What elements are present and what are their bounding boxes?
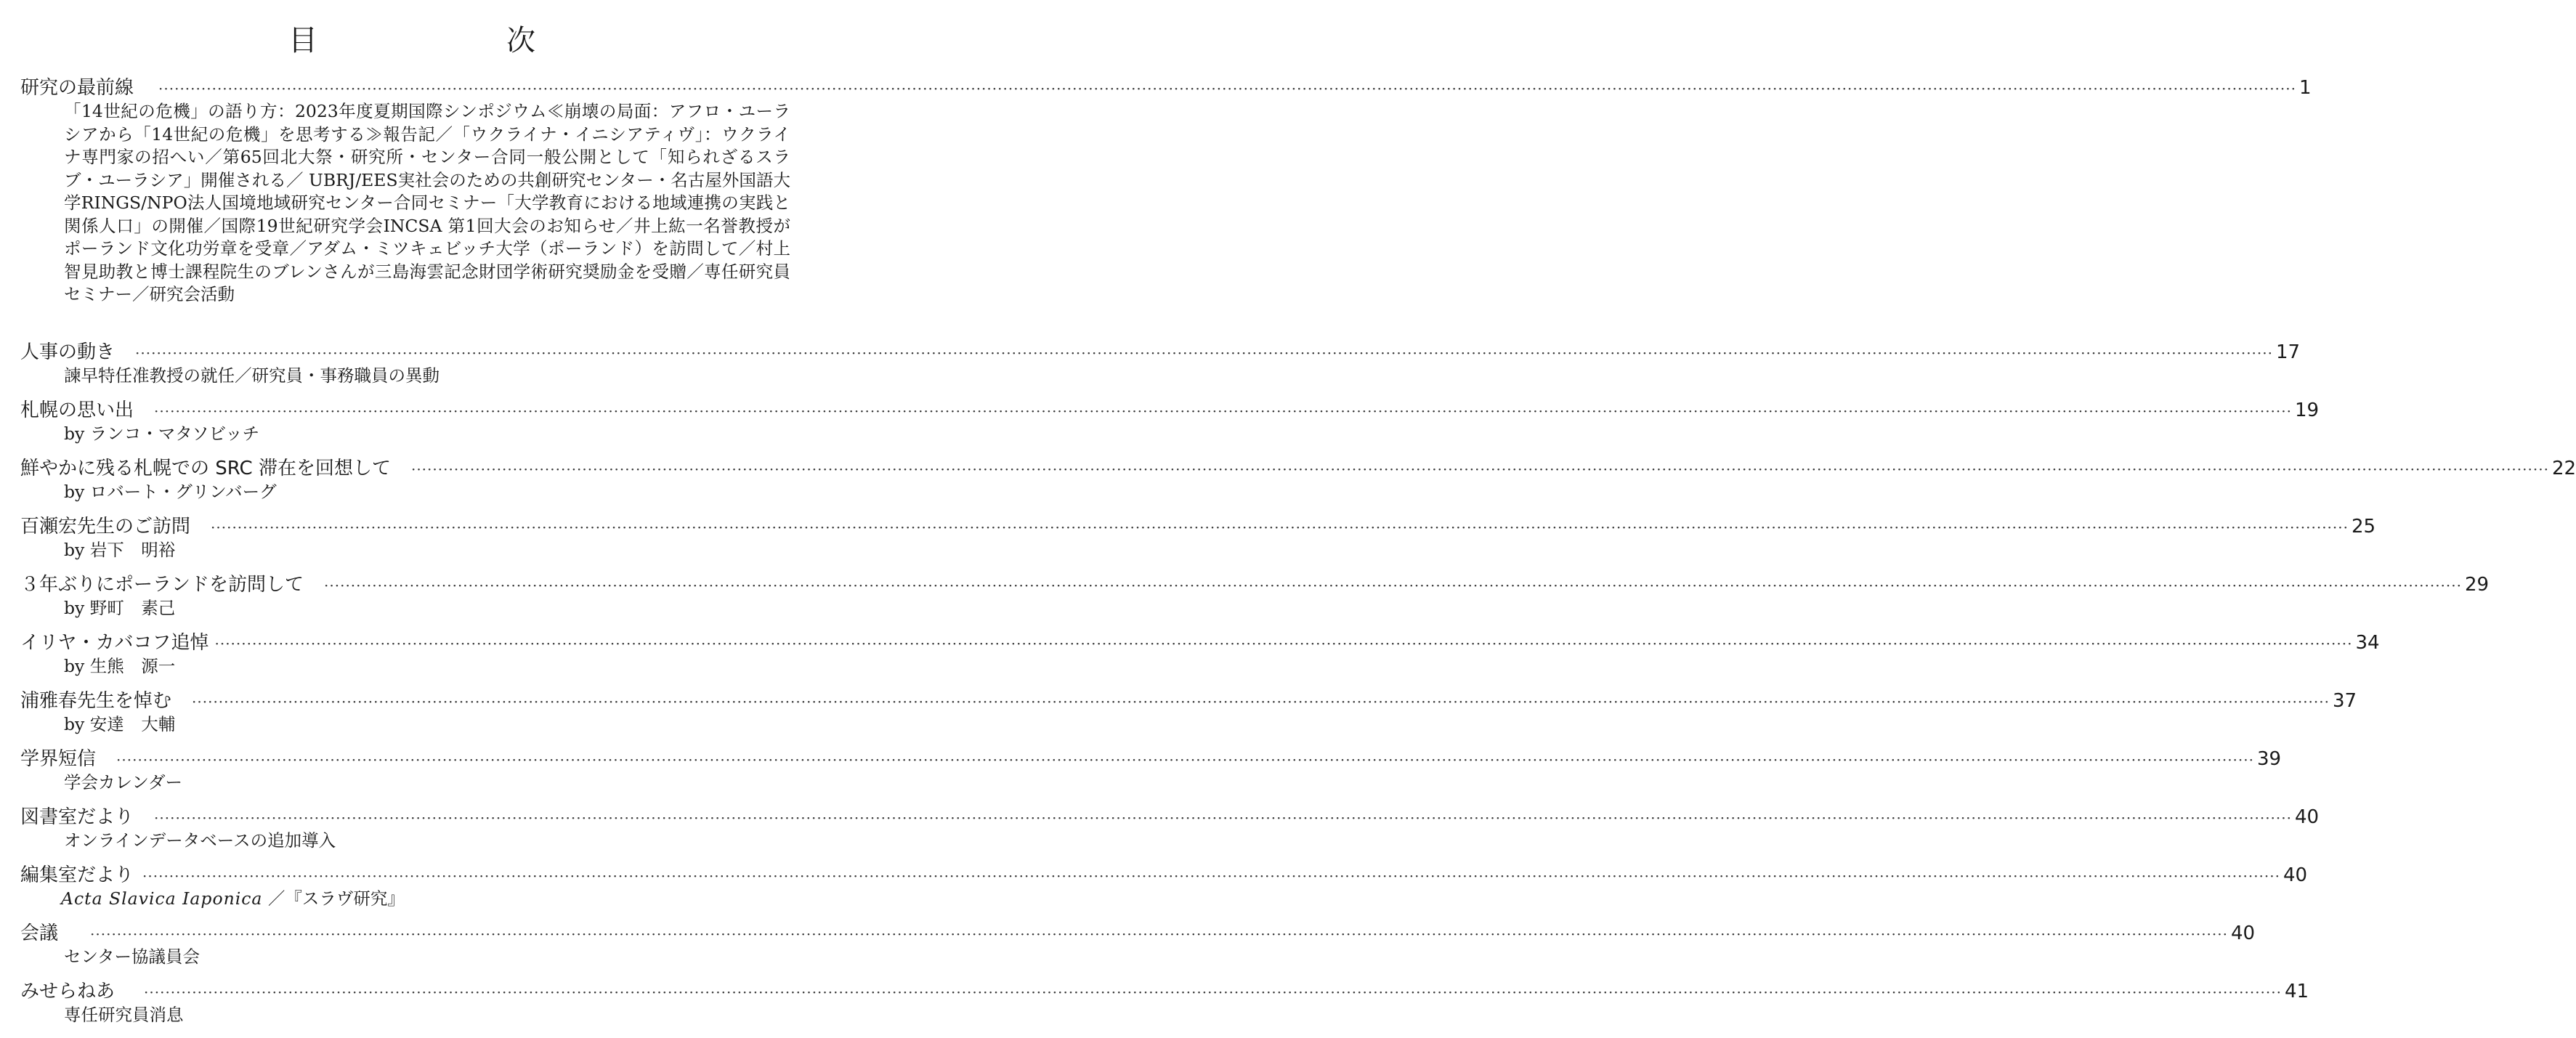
entry-title: 図書室だより <box>20 806 134 828</box>
entry-page-number: 29 <box>2464 574 2490 596</box>
entry-description: by ロバート・グリンバーグ <box>64 482 277 502</box>
entry-page-number: 41 <box>2284 981 2309 1002</box>
entry-title: 札幌の思い出 <box>20 400 134 421</box>
entry-description: 学会カレンダー <box>64 772 182 792</box>
entry-page-number: 40 <box>2283 864 2308 886</box>
entry-page-number: 1 <box>2298 77 2312 99</box>
toc-entry <box>20 921 2256 979</box>
dot-leader: ················································································································································································································································································································································································································ <box>154 809 2292 827</box>
entry-description: 諫早特任准教授の就任／研究員・事務職員の異動 <box>64 365 440 386</box>
dot-leader: ················································································································································································································································································································································································································ <box>192 693 2330 710</box>
entry-description: センター協議員会 <box>64 946 201 967</box>
dot-leader: ················································································································································································································································································································································································································ <box>410 461 2549 478</box>
toc-entry <box>20 456 2576 514</box>
entry-page-number: 40 <box>2294 806 2320 828</box>
entry-description: by 生熊 源一 <box>64 656 176 676</box>
entry-page-number: 34 <box>2355 632 2380 654</box>
entry-page-number: 37 <box>2332 690 2357 712</box>
toc-entry <box>20 805 2320 863</box>
toc-entry <box>20 76 2312 340</box>
entry-description: by 岩下 明裕 <box>64 540 176 560</box>
entry-title: みせらねあ <box>20 981 116 1002</box>
entry-title: 人事の動き <box>20 341 116 363</box>
entry-title: 編集室だより <box>20 864 134 886</box>
entry-title: ３年ぶりにポーランドを訪問して <box>20 574 304 596</box>
toc-entry <box>20 979 2309 1037</box>
entry-page-number: 39 <box>2256 748 2282 770</box>
entry-description: by 野町 素己 <box>64 598 176 618</box>
toc-entry <box>20 863 2308 921</box>
entry-title: イリヤ・カバコフ追悼 <box>20 632 209 654</box>
entry-title: 鮮やかに残る札幌での SRC 滞在を回想して <box>20 458 391 479</box>
dot-leader: ················································································································································································································································································································································································································ <box>154 402 2292 420</box>
dot-leader: ················································································································································································································································································································································································································ <box>144 984 2282 1001</box>
toc-title: 目 次 <box>288 24 615 57</box>
entry-title: 会議 <box>20 923 59 944</box>
dot-leader: ················································································································································································································································································································································································································ <box>214 635 2353 652</box>
entry-description <box>61 888 787 911</box>
toc-entry <box>20 398 2320 456</box>
entry-description: 専任研究員消息 <box>64 1005 184 1025</box>
entry-title: 研究の最前線 <box>20 77 134 99</box>
entry-description: by 安達 大輔 <box>64 714 176 734</box>
toc-list <box>20 76 2576 1037</box>
toc-entry <box>20 689 2357 747</box>
toc-entry <box>20 747 2282 805</box>
toc-entry <box>20 340 2301 398</box>
journal-title: Acta Slavica Iaponica <box>61 888 263 909</box>
dot-leader: ················································································································································································································································································································································································································ <box>211 519 2349 536</box>
entry-title: 百瀬宏先生のご訪問 <box>20 516 191 538</box>
toc-entry <box>20 514 2376 572</box>
entry-description: オンラインデータベースの追加導入 <box>64 830 336 851</box>
entry-title: 学界短信 <box>20 748 97 770</box>
entry-page-number: 40 <box>2230 923 2256 944</box>
entry-title: 浦雅春先生を悼む <box>20 690 172 712</box>
entry-description: 「14世紀の危機」の語り方：2023年度夏期国際シンポジウム≪崩壊の局面：アフロ・ユーラシアから「14世紀の危機」を思考する≫報告記／「ウクライナ・イニシアティヴ」：ウクライナ専門家の招へい／第65回北大祭・研究所・センター合同一般公開として「知られざるスラブ・ユーラシア」開催される／ UBRJ/EES実社会のための共創研究センター・名古屋外国語大学RINGS/NPO法人国境地域研究センター合同セミナー「大学教育における地域連携の実践と関係人口」の開催／国際19世紀研究学会INCSA 第1回大会のお知らせ／井上紘一名誉教授がポーランド文化功労章を受章／アダム・ミツキェビッチ大学（ポーランド）を訪問して／村上智見助教と博士課程院生のブレンさんが三島海雲記念財団学術研究奨励金を受贈／専任研究員セミナー／研究会活動 <box>64 101 790 304</box>
entry-page-number: 25 <box>2351 516 2376 538</box>
journal-title-jp: ／『スラヴ研究』 <box>262 888 405 909</box>
dot-leader: ················································································································································································································································································································································································································ <box>90 925 2228 943</box>
dot-leader: ················································································································································································································································································································································································································ <box>116 751 2254 769</box>
toc-entry <box>20 572 2490 630</box>
toc-entry <box>20 630 2380 689</box>
dot-leader: ················································································································································································································································································································································································································ <box>158 80 2296 97</box>
entry-description: by ランコ・マタソビッチ <box>64 423 260 444</box>
entry-page-number: 22 <box>2551 458 2576 479</box>
dot-leader: ················································································································································································································································································································································································································ <box>142 867 2280 885</box>
dot-leader: ················································································································································································································································································································································································································ <box>324 577 2462 594</box>
entry-page-number: 17 <box>2275 341 2301 363</box>
dot-leader: ················································································································································································································································································································································································································ <box>135 344 2273 362</box>
entry-page-number: 19 <box>2294 400 2320 421</box>
